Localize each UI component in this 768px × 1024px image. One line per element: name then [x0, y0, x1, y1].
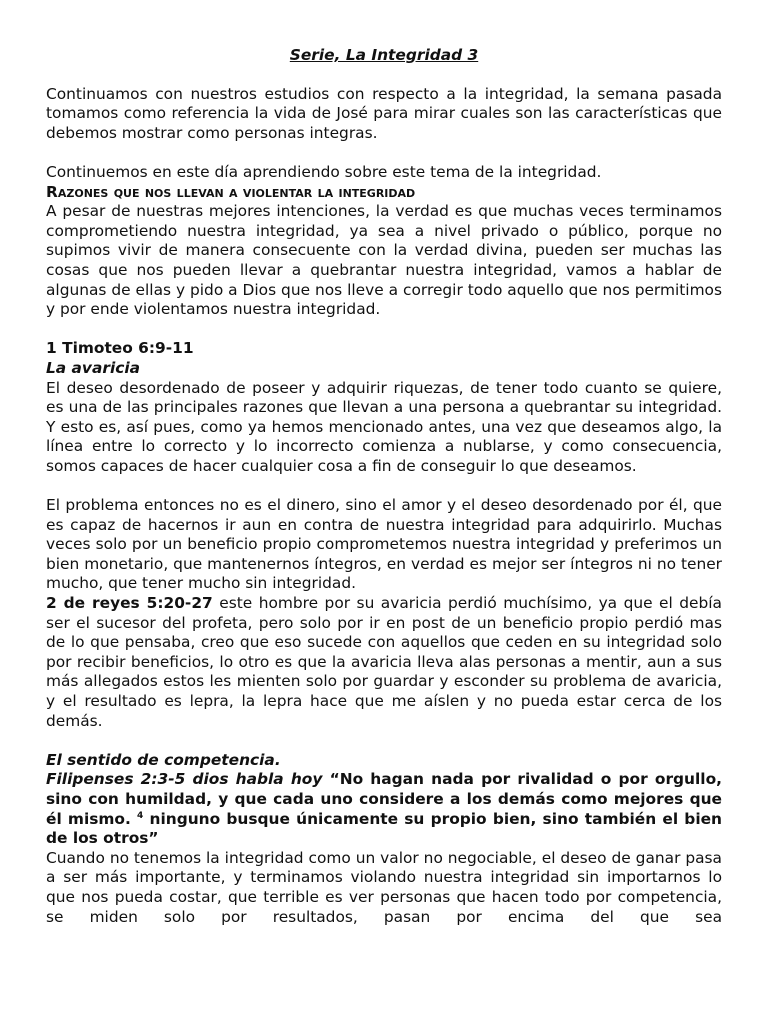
- intro-paragraph-2: Continuemos en este día aprendiendo sobre este tema de la integridad.: [46, 162, 602, 181]
- quote-text: “No hagan nada por rivalidad o por orgullo, sino con humildad, y que cada uno considere a los demás como mejores que él mismo.: [46, 770, 722, 828]
- spacer: [46, 320, 722, 340]
- paragraph-text: este hombre por su avaricia perdió muchísimo, ya que el debía ser el sucesor del profeta, pero solo por ir en post de un beneficio propio perdió mas de lo que pensaba, creo que eso sucede con aquellos que ceden en su integridad solo por recibir beneficios, lo otro es que la avaricia lleva alas personas a mentir, aun a sus más allegados estos les mienten solo por guardar y esconder su problema de avaricia, y el resultado es lepra, la lepra hace que me aíslen y no pueda estar cerca de los demás.: [46, 594, 722, 730]
- document-page: [46, 46, 722, 927]
- verse-number: 4: [137, 810, 144, 821]
- spacer: [46, 476, 722, 496]
- scripture-reference: Filipenses 2:3-5 dios habla hoy: [46, 770, 323, 789]
- body-paragraph-reyes: [46, 594, 722, 731]
- subheading-competencia: El sentido de competencia.: [46, 750, 281, 769]
- body-paragraph: El problema entonces no es el dinero, sino el amor y el deseo desordenado por él, que es capaz de hacernos ir aun en contra de nuestra integridad para adquirirlo. Muchas veces solo por un beneficio propio comprometemos nuestra integridad y preferimos un bien monetario, que mantenernos íntegros, en verdad es mejor ser íntegros ni no tener mucho, que tener mucho sin integridad.: [46, 496, 722, 593]
- section-heading: Razones que nos llevan a violentar la integridad: [46, 182, 416, 201]
- body-paragraph: A pesar de nuestras mejores intenciones, la verdad es que muchas veces terminamos comprometiendo nuestra integridad, ya sea a nivel privado o público, porque no supimos vivir de manera consecuente con la verdad divina, pueden ser muchas las cosas que nos pueden llevar a quebrantar nuestra integridad, vamos a hablar de algunas de ellas y pido a Dios que nos lleve a corregir todo aquello que nos permitimos y por ende violentamos nuestra integridad.: [46, 202, 722, 319]
- spacer: [46, 731, 722, 751]
- scripture-reference: 1 Timoteo 6:9-11: [46, 339, 194, 358]
- spacer: [46, 143, 722, 163]
- subheading-avaricia: La avaricia: [46, 358, 141, 377]
- quote-text: ninguno busque únicamente su propio bien, sino también el bien de los otros”: [46, 809, 722, 848]
- body-paragraph: El deseo desordenado de poseer y adquirir riquezas, de tener todo cuanto se quiere, es una de las principales razones que llevan a una persona a quebrantar su integridad. Y esto es, así pues, como ya hemos mencionado antes, una vez que deseamos algo, la línea entre lo correcto y lo incorrecto comienza a nublarse, y como consecuencia, somos capaces de hacer cualquier cosa a fin de conseguir lo que deseamos.: [46, 378, 722, 475]
- document-title: Serie, La Integridad 3: [289, 46, 479, 64]
- quote-paragraph: [46, 770, 722, 848]
- intro-paragraph: Continuamos con nuestros estudios con respecto a la integridad, la semana pasada tomamos como referencia la vida de José para mirar cuales son las características que debemos mostrar como personas integras.: [46, 84, 722, 142]
- body-paragraph: Cuando no tenemos la integridad como un valor no negociable, el deseo de ganar pasa a ser más importante, y terminamos violando nuestra integridad sin importarnos lo que nos pueda costar, que terrible es ver personas que hacen todo por competencia, se miden solo por resultados, pasan por encima del que sea: [46, 848, 722, 926]
- scripture-reference: 2 de reyes 5:20-27: [46, 594, 213, 613]
